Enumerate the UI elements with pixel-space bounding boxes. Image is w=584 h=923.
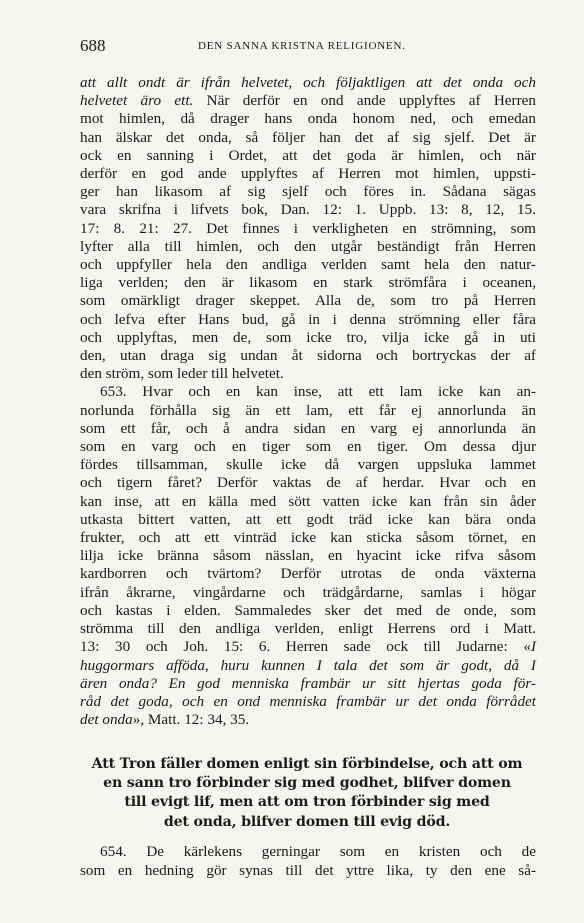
page-header (80, 36, 540, 58)
text-line (80, 861, 536, 880)
text-run: ifrån åkrarne, vingårdarne och trädgårdarne, samlas i högar (80, 583, 536, 601)
text-run: han älskar det onda, så följer han det af sig sjelf. Det är (80, 128, 536, 146)
text-line (80, 711, 536, 729)
text-run: och uppfyller hela den andliga verlden samt hela den natur- (80, 256, 536, 274)
text-run: den ström, som leder till helvetet. (80, 365, 284, 383)
text-run: liga verlden; den är likasom en stark strömfåra i oceanen, (80, 274, 536, 292)
text-run: ger han likasom af sig sjelf och föres in. Sådana sägas (80, 183, 536, 201)
text-line (80, 74, 536, 92)
text-line (80, 183, 536, 201)
text-run: », Matt. 12: 34, 35. (132, 711, 250, 729)
running-head: DEN SANNA KRISTNA RELIGIONEN. (198, 40, 406, 52)
text-line (80, 638, 536, 656)
paragraph-1 (80, 74, 536, 383)
text-line (80, 402, 536, 420)
italic-text: råd det goda, och en ond menniska frambär ur det onda förrådet (80, 692, 536, 710)
text-run: lilja icke bränna såsom nässlan, en hyacint icke rifva såsom (80, 547, 536, 565)
text-line (80, 256, 536, 274)
text-run: och upplyftas, men de, som icke tro, vilja icke gå in uti (80, 328, 536, 346)
italic-text: att allt ondt är ifrån helvetet, och följaktligen att det onda och (80, 74, 536, 91)
text-line (80, 329, 536, 347)
section-heading (74, 755, 540, 832)
paragraph-653 (80, 383, 536, 729)
text-line (80, 383, 536, 401)
text-run: derför en god ande upplyftes af Herren mot himlen, uppsti- (80, 165, 536, 183)
page-number: 688 (80, 36, 106, 55)
text-run: kardborren och tvärtom? Derför utrotas de onda växterna (80, 565, 536, 583)
text-line (80, 842, 536, 861)
text-run: vara skrifna i lifvets bok, Dan. 12: 1. Uppb. 13: 8, 12, 15. (80, 201, 536, 219)
text-line (80, 292, 536, 310)
text-line (80, 474, 536, 492)
text-line (80, 693, 536, 711)
text-run: strömma till den andliga verlden, enligt Herrens ord i Matt. (80, 620, 536, 638)
text-line (80, 220, 536, 238)
text-line (80, 456, 536, 474)
text-line (80, 565, 536, 583)
text-run: som en hedning gör synas till det yttre lika, ty den ene så- (80, 862, 536, 879)
text-line (80, 584, 536, 602)
text-line (80, 311, 536, 329)
body-text-continued (80, 842, 536, 880)
text-run: frukter, och att ett vinträd icke kan sticka såsom törnet, en (80, 529, 536, 547)
text-run: utkasta bittert vatten, att ett godt träd icke kan bära onda (80, 510, 536, 528)
text-line (80, 129, 536, 147)
text-line (80, 657, 536, 675)
text-line (80, 347, 536, 365)
text-line (80, 201, 536, 219)
heading-line: till evigt lif, men att om tron förbinder sig med (124, 794, 490, 811)
heading-line: det onda, blifver domen till evig död. (163, 813, 451, 830)
text-run: mot himlen, då drager hans onda honom ned, och emedan (80, 110, 536, 128)
heading-line: en sann tro förbinder sig med godhet, blifver domen (103, 775, 511, 792)
paragraph-654 (80, 842, 536, 880)
text-line (80, 165, 536, 183)
text-run: norlunda förhålla sig än ett lam, ett får ej annorlunda än (80, 401, 536, 419)
text-run: och kastas i elden. Sammaledes sker det med de onde, som (80, 601, 536, 619)
text-line (80, 620, 536, 638)
italic-text: huggormars afföda, huru kunnen I tala det som är godt, då I (80, 656, 536, 674)
text-line (80, 511, 536, 529)
text-run: 653. Hvar och en kan inse, att ett lam icke kan an- (100, 383, 536, 401)
text-run: kan inse, att en källa med sött vatten icke kan från sin åder (80, 492, 536, 510)
text-run: som omärkligt drager skeppet. Alla de, som tro på Herren (80, 292, 536, 310)
text-run: och tigern fåret? Derför vaktas de af herdar. Hvar och en (80, 474, 536, 492)
italic-text: I (530, 638, 536, 656)
text-line (80, 110, 536, 128)
text-run: och lefva efter Hans bud, gå in i denna strömning eller fåra (80, 310, 536, 328)
italic-text: ären onda? En god menniska frambär ur sitt hjertas goda för- (80, 674, 536, 692)
text-run: fördes tillsamman, skulle icke då vargen uppsluka lammet (80, 456, 536, 474)
text-line (80, 92, 536, 110)
text-line (80, 365, 536, 383)
text-run: 654. De kärlekens gerningar som en kristen och de (100, 843, 536, 860)
text-line (80, 420, 536, 438)
text-run: 13: 30 och Joh. 15: 6. Herren sade ock till Judarne: « (80, 638, 531, 656)
text-run: som en varg och en tiger som en tiger. Om dessa djur (80, 438, 536, 456)
text-line (80, 438, 536, 456)
text-run: När derför en ond ande upplyftes af Herren (193, 92, 536, 110)
text-run: ock en sanning i Ordet, att det goda är himlen, och när (80, 146, 536, 164)
text-line (80, 547, 536, 565)
text-line (80, 675, 536, 693)
text-line (80, 147, 536, 165)
text-run: 17: 8. 21: 27. Det finnes i verkligheten en strömning, som (80, 219, 536, 237)
italic-text: det onda (80, 711, 133, 729)
heading-line: Att Tron fäller domen enligt sin förbindelse, och att om (91, 756, 523, 772)
text-line (80, 274, 536, 292)
text-run: lyfter alla till himlen, och den utgår beständigt från Herren (80, 237, 536, 255)
text-line (80, 493, 536, 511)
text-line (80, 529, 536, 547)
text-line (80, 238, 536, 256)
italic-text: helvetet äro ett. (80, 92, 194, 110)
text-line (80, 602, 536, 620)
text-run: den, utan draga sig undan åt sidorna och bortryckas der af (80, 347, 536, 365)
text-run: som ett får, och å andra sidan en varg ej annorlunda än (80, 419, 536, 437)
body-text (80, 74, 536, 729)
